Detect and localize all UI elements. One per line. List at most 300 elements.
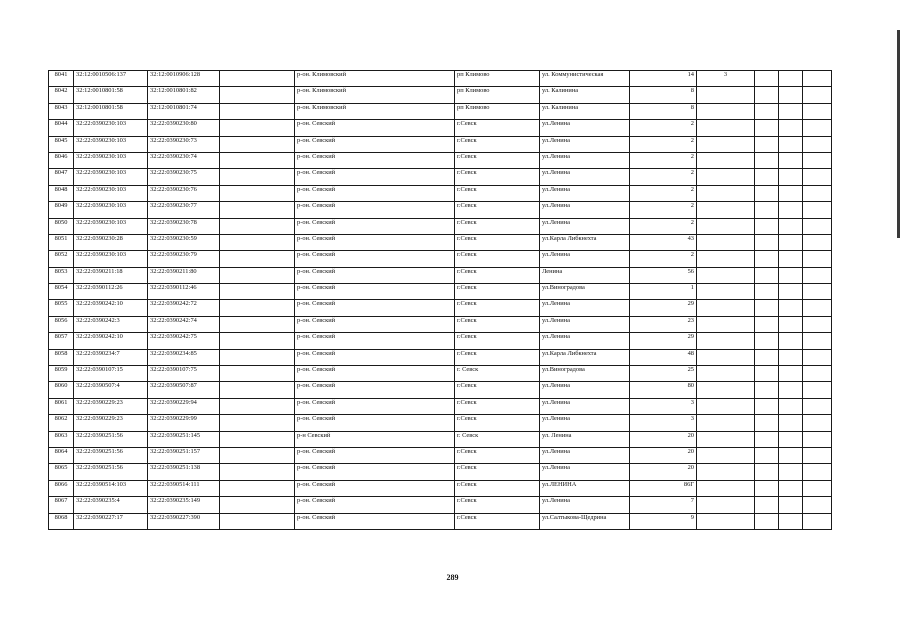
cell-house: 29 bbox=[630, 333, 697, 349]
cell-house: 1 bbox=[630, 284, 697, 300]
cell-street: ул.ЛЕНИНА bbox=[540, 480, 630, 496]
cell-cad: 32:22:0390107:75 bbox=[148, 366, 220, 382]
cell-num: 8045 bbox=[49, 136, 74, 152]
cell-locality: г.Севск bbox=[455, 464, 540, 480]
cell-num: 8057 bbox=[49, 333, 74, 349]
cell-parent-cad: 32:22:0390230:103 bbox=[74, 251, 148, 267]
cell-locality: г.Севск bbox=[455, 497, 540, 513]
cell-empty bbox=[755, 251, 779, 267]
table-row bbox=[49, 464, 832, 480]
cell-empty bbox=[779, 218, 803, 234]
cell-house: 9 bbox=[630, 513, 697, 529]
cell-parent-cad: 32:22:0390230:103 bbox=[74, 202, 148, 218]
table-row bbox=[49, 300, 832, 316]
cell-parent-cad: 32:22:0390235:4 bbox=[74, 497, 148, 513]
cell-locality: г.Севск bbox=[455, 218, 540, 234]
cell-locality: г.Севск bbox=[455, 333, 540, 349]
cell-district: р-он. Климовский bbox=[295, 103, 455, 119]
cell-empty bbox=[779, 382, 803, 398]
cell-cad: 32:22:0390230:77 bbox=[148, 202, 220, 218]
cell-empty bbox=[755, 284, 779, 300]
cell-district: р-он. Севский bbox=[295, 316, 455, 332]
cell-locality: г.Севск bbox=[455, 169, 540, 185]
cell-empty bbox=[220, 136, 295, 152]
cell-street: ул.Ленина bbox=[540, 152, 630, 168]
cell-empty bbox=[803, 300, 832, 316]
cell-empty bbox=[755, 185, 779, 201]
cell-num: 8059 bbox=[49, 366, 74, 382]
cell-parent-cad: 32:22:0390242:10 bbox=[74, 300, 148, 316]
cell-empty bbox=[779, 71, 803, 87]
cell-parent-cad: 32:22:0390230:103 bbox=[74, 169, 148, 185]
cell-locality: г.Севск bbox=[455, 185, 540, 201]
cell-house: 7 bbox=[630, 497, 697, 513]
table-row bbox=[49, 87, 832, 103]
cell-empty bbox=[755, 447, 779, 463]
cell-empty bbox=[803, 333, 832, 349]
cell-district: р-н Севский bbox=[295, 431, 455, 447]
cell-empty bbox=[779, 366, 803, 382]
table-row bbox=[49, 497, 832, 513]
cell-district: р-он. Севский bbox=[295, 251, 455, 267]
cell-empty bbox=[755, 497, 779, 513]
cell-locality: г.Севск bbox=[455, 382, 540, 398]
cell-street: ул.Ленина bbox=[540, 464, 630, 480]
cell-parent-cad: 32:22:0390251:56 bbox=[74, 431, 148, 447]
cell-parent-cad: 32:12:0010506:137 bbox=[74, 71, 148, 87]
cell-street: ул.Ленина bbox=[540, 398, 630, 414]
table-row bbox=[49, 349, 832, 365]
cell-empty bbox=[803, 398, 832, 414]
cell-parent-cad: 32:12:0010801:58 bbox=[74, 87, 148, 103]
cell-empty bbox=[803, 447, 832, 463]
cell-empty bbox=[803, 382, 832, 398]
cell-street: ул. Коммунистическая bbox=[540, 71, 630, 87]
cell-empty bbox=[779, 447, 803, 463]
cell-empty bbox=[220, 316, 295, 332]
cell-locality: г.Севск bbox=[455, 234, 540, 250]
cell-num: 8066 bbox=[49, 480, 74, 496]
cell-extra bbox=[697, 349, 755, 365]
cell-cad: 32:22:0390230:59 bbox=[148, 234, 220, 250]
cell-locality: г.Севск bbox=[455, 480, 540, 496]
cell-empty bbox=[220, 284, 295, 300]
cell-extra bbox=[697, 267, 755, 283]
cell-empty bbox=[803, 136, 832, 152]
cell-house: 48 bbox=[630, 349, 697, 365]
cell-locality: рп Климово bbox=[455, 71, 540, 87]
cell-cad: 32:22:0390211:80 bbox=[148, 267, 220, 283]
cell-street: ул.Ленина bbox=[540, 202, 630, 218]
cell-cad: 32:22:0390230:76 bbox=[148, 185, 220, 201]
cell-empty bbox=[220, 349, 295, 365]
cell-extra bbox=[697, 218, 755, 234]
cell-parent-cad: 32:22:0390211:18 bbox=[74, 267, 148, 283]
cell-empty bbox=[755, 366, 779, 382]
cell-district: р-он. Севский bbox=[295, 202, 455, 218]
table-row bbox=[49, 333, 832, 349]
cell-district: р-он. Севский bbox=[295, 267, 455, 283]
cell-empty bbox=[803, 349, 832, 365]
cell-empty bbox=[779, 316, 803, 332]
cell-parent-cad: 32:22:0390230:103 bbox=[74, 185, 148, 201]
cell-empty bbox=[755, 136, 779, 152]
cell-cad: 32:22:0390230:75 bbox=[148, 169, 220, 185]
cell-cad: 32:12:0010801:82 bbox=[148, 87, 220, 103]
cell-cad: 32:22:0390234:85 bbox=[148, 349, 220, 365]
cell-locality: г.Севск bbox=[455, 415, 540, 431]
cell-parent-cad: 32:22:0390251:56 bbox=[74, 447, 148, 463]
cell-empty bbox=[803, 316, 832, 332]
cell-num: 8050 bbox=[49, 218, 74, 234]
cell-extra bbox=[697, 513, 755, 529]
cell-empty bbox=[803, 169, 832, 185]
registry-body bbox=[49, 71, 832, 530]
cell-empty bbox=[803, 251, 832, 267]
cell-locality: г. Севск bbox=[455, 366, 540, 382]
cell-empty bbox=[755, 513, 779, 529]
cell-street: ул.Виноградова bbox=[540, 284, 630, 300]
cell-street: ул.Ленина bbox=[540, 218, 630, 234]
cell-empty bbox=[779, 169, 803, 185]
cell-district: р-он. Севский bbox=[295, 218, 455, 234]
cell-empty bbox=[779, 464, 803, 480]
cell-extra bbox=[697, 480, 755, 496]
cell-street: ул.Ленина bbox=[540, 497, 630, 513]
cell-empty bbox=[779, 152, 803, 168]
cell-num: 8053 bbox=[49, 267, 74, 283]
table-row bbox=[49, 136, 832, 152]
cell-parent-cad: 32:22:0390227:17 bbox=[74, 513, 148, 529]
cell-parent-cad: 32:22:0390107:15 bbox=[74, 366, 148, 382]
cell-num: 8065 bbox=[49, 464, 74, 480]
cell-locality: г.Севск bbox=[455, 447, 540, 463]
cell-empty bbox=[220, 169, 295, 185]
cell-house: 3 bbox=[630, 415, 697, 431]
cell-extra bbox=[697, 284, 755, 300]
cell-num: 8061 bbox=[49, 398, 74, 414]
cell-house: 2 bbox=[630, 202, 697, 218]
cell-district: р-он. Севский bbox=[295, 152, 455, 168]
cell-empty bbox=[803, 103, 832, 119]
cell-empty bbox=[803, 431, 832, 447]
cell-extra bbox=[697, 415, 755, 431]
cell-empty bbox=[755, 480, 779, 496]
cell-empty bbox=[755, 431, 779, 447]
cell-extra: 3 bbox=[697, 71, 755, 87]
cell-locality: рп Климово bbox=[455, 103, 540, 119]
cell-parent-cad: 32:22:0390242:3 bbox=[74, 316, 148, 332]
cell-empty bbox=[779, 513, 803, 529]
table-row bbox=[49, 431, 832, 447]
cell-empty bbox=[755, 415, 779, 431]
cell-empty bbox=[803, 87, 832, 103]
cell-district: р-он. Севский bbox=[295, 398, 455, 414]
cell-street: ул.Ленина bbox=[540, 447, 630, 463]
cell-num: 8047 bbox=[49, 169, 74, 185]
table-row bbox=[49, 103, 832, 119]
cell-num: 8060 bbox=[49, 382, 74, 398]
cell-locality: г.Севск bbox=[455, 513, 540, 529]
cell-street: ул.Карла Либкнехта bbox=[540, 349, 630, 365]
cell-empty bbox=[220, 251, 295, 267]
cell-district: р-он. Севский bbox=[295, 513, 455, 529]
cell-empty bbox=[755, 382, 779, 398]
cell-empty bbox=[779, 234, 803, 250]
cell-extra bbox=[697, 382, 755, 398]
cell-num: 8054 bbox=[49, 284, 74, 300]
cell-street: ул.Ленина bbox=[540, 300, 630, 316]
cell-extra bbox=[697, 169, 755, 185]
cell-house: 8 bbox=[630, 103, 697, 119]
cell-extra bbox=[697, 202, 755, 218]
cell-empty bbox=[779, 398, 803, 414]
cell-empty bbox=[779, 284, 803, 300]
cell-house: 43 bbox=[630, 234, 697, 250]
cell-empty bbox=[803, 513, 832, 529]
table-row bbox=[49, 513, 832, 529]
cell-parent-cad: 32:12:0010801:58 bbox=[74, 103, 148, 119]
cell-extra bbox=[697, 333, 755, 349]
cell-house: 2 bbox=[630, 169, 697, 185]
cell-cad: 32:22:0390242:74 bbox=[148, 316, 220, 332]
cell-empty bbox=[779, 136, 803, 152]
cell-empty bbox=[220, 267, 295, 283]
cell-locality: г.Севск bbox=[455, 267, 540, 283]
cell-empty bbox=[803, 234, 832, 250]
cell-empty bbox=[755, 120, 779, 136]
cell-empty bbox=[220, 87, 295, 103]
table-row bbox=[49, 169, 832, 185]
cell-empty bbox=[803, 267, 832, 283]
cell-parent-cad: 32:22:0390507:4 bbox=[74, 382, 148, 398]
cell-cad: 32:22:0390229:99 bbox=[148, 415, 220, 431]
cell-extra bbox=[697, 464, 755, 480]
cell-empty bbox=[220, 366, 295, 382]
cell-locality: рп Климово bbox=[455, 87, 540, 103]
cell-empty bbox=[803, 497, 832, 513]
cell-locality: г.Севск bbox=[455, 136, 540, 152]
table-row bbox=[49, 71, 832, 87]
cell-num: 8042 bbox=[49, 87, 74, 103]
cell-empty bbox=[803, 464, 832, 480]
cell-locality: г.Севск bbox=[455, 284, 540, 300]
cell-district: р-он. Севский bbox=[295, 185, 455, 201]
cell-empty bbox=[803, 366, 832, 382]
cell-street: ул.Ленина bbox=[540, 251, 630, 267]
cell-cad: 32:22:0390242:72 bbox=[148, 300, 220, 316]
cell-empty bbox=[779, 415, 803, 431]
cell-empty bbox=[220, 431, 295, 447]
cell-district: р-он. Климовский bbox=[295, 71, 455, 87]
cell-parent-cad: 32:22:0390242:10 bbox=[74, 333, 148, 349]
cell-empty bbox=[803, 218, 832, 234]
cell-empty bbox=[755, 300, 779, 316]
cell-locality: г. Севск bbox=[455, 431, 540, 447]
cell-cad: 32:22:0390229:94 bbox=[148, 398, 220, 414]
cell-empty bbox=[755, 103, 779, 119]
cell-extra bbox=[697, 366, 755, 382]
cell-empty bbox=[220, 71, 295, 87]
cell-empty bbox=[779, 103, 803, 119]
cell-street: ул.Ленина bbox=[540, 415, 630, 431]
cell-empty bbox=[755, 349, 779, 365]
cell-empty bbox=[220, 103, 295, 119]
cell-empty bbox=[779, 202, 803, 218]
cell-house: 14 bbox=[630, 71, 697, 87]
cell-street: Ленина bbox=[540, 267, 630, 283]
cell-house: 29 bbox=[630, 300, 697, 316]
cell-empty bbox=[755, 234, 779, 250]
cell-cad: 32:22:0390251:138 bbox=[148, 464, 220, 480]
cell-cad: 32:22:0390227:390 bbox=[148, 513, 220, 529]
cell-num: 8043 bbox=[49, 103, 74, 119]
cell-empty bbox=[755, 152, 779, 168]
cell-district: р-он. Севский bbox=[295, 415, 455, 431]
cell-empty bbox=[803, 284, 832, 300]
cell-house: 20 bbox=[630, 431, 697, 447]
table-row bbox=[49, 480, 832, 496]
cell-house: 25 bbox=[630, 366, 697, 382]
cell-cad: 32:22:0390230:79 bbox=[148, 251, 220, 267]
cell-num: 8049 bbox=[49, 202, 74, 218]
table-row bbox=[49, 185, 832, 201]
cell-empty bbox=[220, 202, 295, 218]
cell-street: ул.Виноградова bbox=[540, 366, 630, 382]
cell-extra bbox=[697, 300, 755, 316]
cell-extra bbox=[697, 316, 755, 332]
table-row bbox=[49, 415, 832, 431]
cell-cad: 32:22:0390235:149 bbox=[148, 497, 220, 513]
cell-district: р-он. Севский bbox=[295, 382, 455, 398]
cell-locality: г.Севск bbox=[455, 120, 540, 136]
cell-empty bbox=[803, 480, 832, 496]
cell-extra bbox=[697, 497, 755, 513]
cell-street: ул.Ленина bbox=[540, 333, 630, 349]
cell-extra bbox=[697, 251, 755, 267]
cell-num: 8048 bbox=[49, 185, 74, 201]
cell-empty bbox=[803, 185, 832, 201]
cell-empty bbox=[220, 513, 295, 529]
cell-empty bbox=[803, 152, 832, 168]
table-row bbox=[49, 251, 832, 267]
cell-district: р-он. Севский bbox=[295, 136, 455, 152]
cell-parent-cad: 32:22:0390230:103 bbox=[74, 136, 148, 152]
cell-street: ул.Ленина bbox=[540, 169, 630, 185]
cell-num: 8062 bbox=[49, 415, 74, 431]
cell-num: 8046 bbox=[49, 152, 74, 168]
cell-empty bbox=[220, 300, 295, 316]
cell-locality: г.Севск bbox=[455, 251, 540, 267]
cell-empty bbox=[755, 464, 779, 480]
cell-empty bbox=[220, 497, 295, 513]
cell-locality: г.Севск bbox=[455, 300, 540, 316]
cell-empty bbox=[755, 87, 779, 103]
cell-num: 8058 bbox=[49, 349, 74, 365]
cell-locality: г.Севск bbox=[455, 152, 540, 168]
cell-district: р-он. Севский bbox=[295, 447, 455, 463]
page-edge-mark bbox=[897, 30, 900, 238]
cell-empty bbox=[220, 218, 295, 234]
cell-extra bbox=[697, 152, 755, 168]
cell-locality: г.Севск bbox=[455, 398, 540, 414]
cell-cad: 32:22:0390230:80 bbox=[148, 120, 220, 136]
cell-empty bbox=[803, 71, 832, 87]
cell-house: 2 bbox=[630, 136, 697, 152]
cell-cad: 32:12:0010801:74 bbox=[148, 103, 220, 119]
cell-empty bbox=[779, 87, 803, 103]
cell-num: 8056 bbox=[49, 316, 74, 332]
cell-empty bbox=[220, 333, 295, 349]
cell-house: 8 bbox=[630, 87, 697, 103]
cell-empty bbox=[755, 71, 779, 87]
cell-empty bbox=[803, 120, 832, 136]
cell-house: 2 bbox=[630, 251, 697, 267]
cell-empty bbox=[220, 480, 295, 496]
cell-extra bbox=[697, 136, 755, 152]
cell-extra bbox=[697, 234, 755, 250]
table-row bbox=[49, 382, 832, 398]
cell-locality: г.Севск bbox=[455, 349, 540, 365]
cell-num: 8063 bbox=[49, 431, 74, 447]
cell-cad: 32:22:0390251:145 bbox=[148, 431, 220, 447]
cell-street: ул. Калинина bbox=[540, 103, 630, 119]
cell-house: 2 bbox=[630, 152, 697, 168]
cell-extra bbox=[697, 103, 755, 119]
cell-extra bbox=[697, 398, 755, 414]
cell-street: ул.Ленина bbox=[540, 316, 630, 332]
cell-cad: 32:22:0390514:111 bbox=[148, 480, 220, 496]
table-row bbox=[49, 447, 832, 463]
cell-empty bbox=[779, 267, 803, 283]
cell-district: р-он. Севский bbox=[295, 234, 455, 250]
cell-empty bbox=[779, 120, 803, 136]
cell-house: 20 bbox=[630, 464, 697, 480]
cell-empty bbox=[755, 169, 779, 185]
cell-empty bbox=[220, 464, 295, 480]
cell-street: ул.Ленина bbox=[540, 136, 630, 152]
cell-parent-cad: 32:22:0390230:103 bbox=[74, 120, 148, 136]
table-row bbox=[49, 316, 832, 332]
cell-parent-cad: 32:22:0390251:56 bbox=[74, 464, 148, 480]
cell-house: 80 bbox=[630, 382, 697, 398]
cell-parent-cad: 32:22:0390229:23 bbox=[74, 415, 148, 431]
cell-street: ул.Ленина bbox=[540, 185, 630, 201]
cell-district: р-он. Севский bbox=[295, 464, 455, 480]
cell-extra bbox=[697, 185, 755, 201]
cell-empty bbox=[779, 480, 803, 496]
cell-empty bbox=[220, 152, 295, 168]
cell-street: ул. Ленина bbox=[540, 431, 630, 447]
cell-empty bbox=[779, 185, 803, 201]
cell-empty bbox=[220, 447, 295, 463]
table-row bbox=[49, 366, 832, 382]
table-row bbox=[49, 120, 832, 136]
cell-empty bbox=[779, 251, 803, 267]
cell-cad: 32:22:0390230:73 bbox=[148, 136, 220, 152]
cell-house: 3 bbox=[630, 398, 697, 414]
table-row bbox=[49, 398, 832, 414]
cell-house: 20 bbox=[630, 447, 697, 463]
cell-cad: 32:22:0390251:157 bbox=[148, 447, 220, 463]
cell-empty bbox=[779, 349, 803, 365]
cell-empty bbox=[779, 431, 803, 447]
cell-empty bbox=[755, 333, 779, 349]
cell-num: 8051 bbox=[49, 234, 74, 250]
cell-extra bbox=[697, 431, 755, 447]
cell-district: р-он. Севский bbox=[295, 300, 455, 316]
cell-empty bbox=[220, 185, 295, 201]
